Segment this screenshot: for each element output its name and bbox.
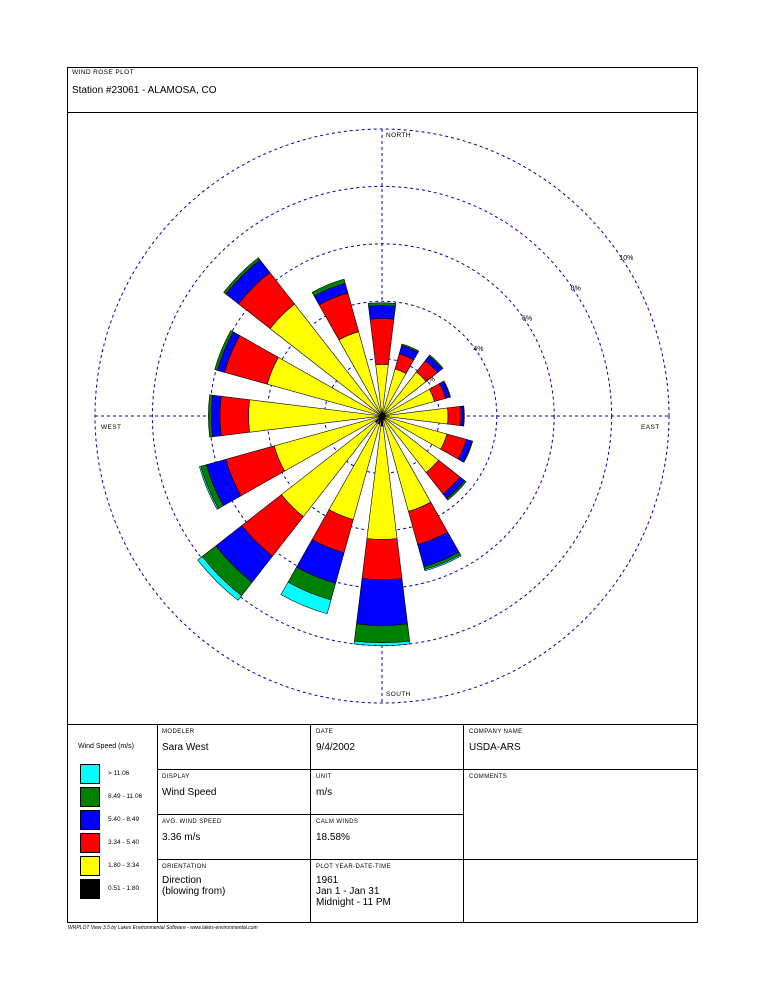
petal-0-bin-2: [370, 318, 394, 364]
ring-label: 6%: [522, 315, 533, 323]
legend-title: Wind Speed (m/s): [78, 743, 135, 750]
station-title: Station #23061 - ALAMOSA, CO: [72, 85, 217, 96]
petal-180-bin-4: [354, 624, 409, 643]
date-label: DATE: [316, 729, 334, 735]
petal-180-bin-3: [356, 578, 407, 625]
legend-label: > 11.06: [108, 770, 130, 777]
calm-winds-label: CALM WINDS: [316, 819, 359, 825]
ring-label: 10%: [619, 254, 634, 262]
legend-label: 5.40 - 8.49: [108, 816, 140, 823]
display-label: DISPLAY: [162, 774, 190, 780]
ring-label: 2%: [424, 376, 435, 384]
calm-winds-value: 18.58%: [316, 832, 350, 843]
ring-label: 8%: [570, 285, 581, 293]
unit-value: m/s: [316, 787, 333, 798]
legend-swatch: [80, 833, 100, 853]
comments-label: COMMENTS: [469, 774, 508, 780]
legend-swatch: [80, 879, 100, 899]
unit-label: UNIT: [316, 774, 332, 780]
legend-label: 0.51 - 1.80: [108, 885, 140, 892]
period-label: PLOT YEAR-DATE-TIME: [316, 864, 391, 870]
legend-label: 1.80 - 3.34: [108, 862, 140, 869]
modeler-value: Sara West: [162, 742, 209, 753]
legend-label: 3.34 - 5.40: [108, 839, 140, 846]
orientation-label: ORIENTATION: [162, 864, 207, 870]
plot-type-label: WIND ROSE PLOT: [72, 69, 134, 76]
direction-label-south: SOUTH: [386, 691, 411, 698]
direction-label-east: EAST: [641, 424, 660, 431]
modeler-label: MODELER: [162, 729, 195, 735]
petal-270-bin-2: [220, 396, 250, 436]
petal-0-bin-3: [369, 306, 396, 320]
avg-speed-label: AVG. WIND SPEED: [162, 819, 222, 825]
orientation-value-2: (blowing from): [162, 886, 226, 897]
petal-180-bin-2: [362, 538, 402, 579]
period-hours: Midnight - 11 PM: [316, 897, 391, 908]
legend-swatch: [80, 787, 100, 807]
period-dates: Jan 1 - Jan 31: [316, 886, 380, 897]
company-value: USDA-ARS: [469, 742, 521, 753]
ring-label: 4%: [473, 346, 484, 354]
orientation-value-1: Direction: [162, 875, 202, 886]
direction-label-north: NORTH: [386, 132, 411, 139]
petal-270-bin-3: [211, 395, 221, 437]
legend-swatch: [80, 764, 100, 784]
software-credit: WRPLOT View 3.5 by Lakes Environmental Software - www.lakes-environmental.com: [68, 925, 258, 931]
legend-swatch: [80, 810, 100, 830]
avg-speed-value: 3.36 m/s: [162, 832, 201, 843]
direction-label-west: WEST: [101, 424, 122, 431]
petal-90-bin-2: [448, 406, 461, 425]
date-value: 9/4/2002: [316, 742, 355, 753]
company-label: COMPANY NAME: [469, 729, 523, 735]
period-year: 1961: [316, 875, 339, 886]
legend-swatch: [80, 856, 100, 876]
petal-0-bin-4: [368, 303, 396, 307]
display-value: Wind Speed: [162, 787, 217, 798]
legend-label: 8.49 - 11.06: [108, 793, 143, 800]
